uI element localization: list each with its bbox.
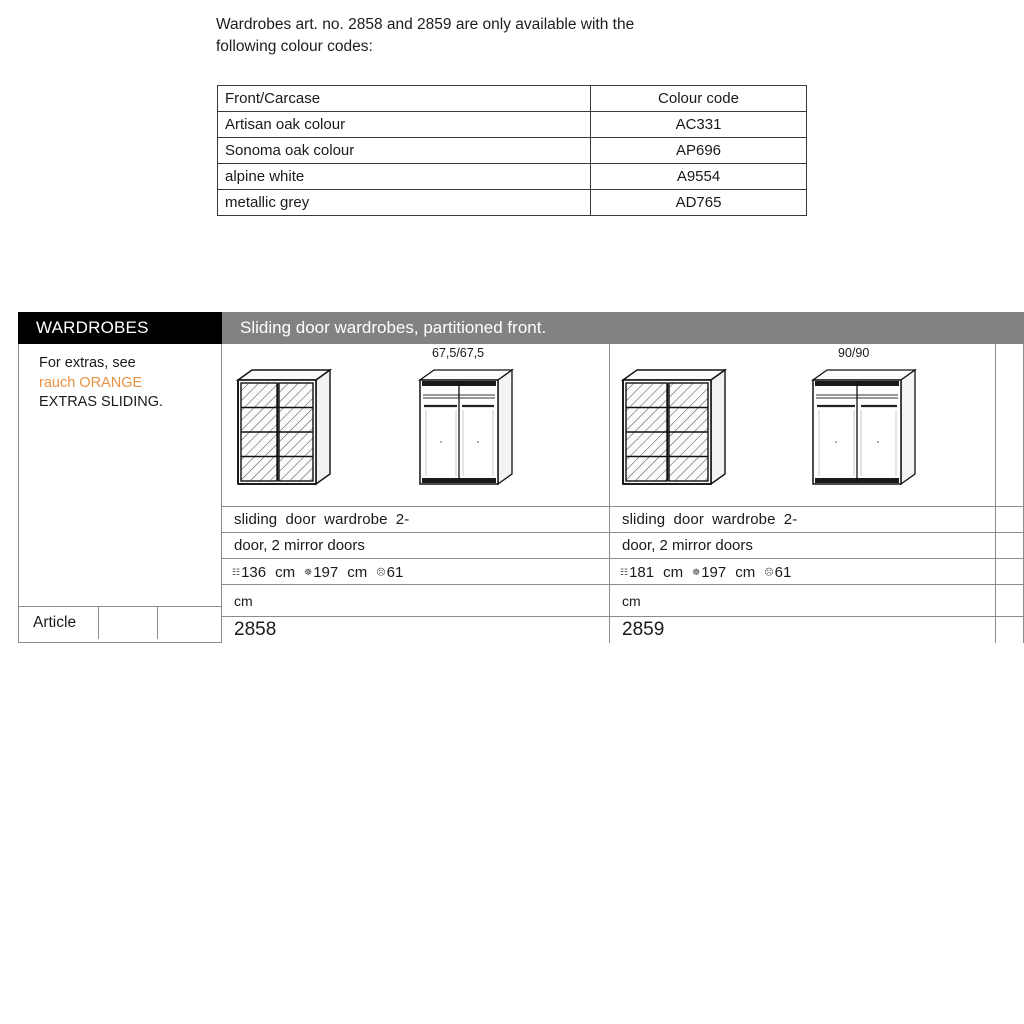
product-column-clipped (996, 344, 1024, 643)
catalogue-header (18, 312, 1024, 344)
side-info-column (19, 344, 222, 643)
extras-note-line-1: For extras, see (39, 355, 136, 371)
product-unit-2858: cm (222, 585, 609, 617)
interior-dimension-label: 90/90 (838, 346, 870, 360)
colour-name: metallic grey (218, 190, 591, 216)
table-row (218, 164, 807, 190)
catalogue-block (18, 312, 1024, 643)
dimension-depth: 61 (774, 564, 792, 581)
table-header-row (218, 86, 807, 112)
clipped-figure-cell (996, 344, 1023, 507)
product-column-2858 (222, 344, 610, 643)
dimension-height-unit: cm (347, 564, 368, 581)
depth-icon: ☹ (764, 567, 774, 577)
intro-paragraph (216, 14, 776, 58)
wardrobe-interior-drawing-2859 (805, 362, 925, 492)
colour-code: AD765 (591, 190, 807, 216)
colour-name: alpine white (218, 164, 591, 190)
wardrobe-interior-drawing-2858 (412, 362, 522, 492)
product-dimensions-2858 (222, 559, 609, 585)
product-description-line-2-2858: door, 2 mirror doors (222, 533, 609, 559)
clipped-desc-2 (996, 533, 1023, 559)
product-figures-2859 (610, 344, 995, 507)
depth-icon: ☹ (376, 567, 386, 577)
category-tag: WARDROBES (18, 312, 222, 344)
height-icon: ☸ (304, 567, 313, 577)
section-title: Sliding door wardrobes, partitioned front. (222, 312, 1024, 344)
colour-name: Sonoma oak colour (218, 138, 591, 164)
colour-code-table (217, 85, 807, 216)
dimension-width-unit: cm (663, 564, 684, 581)
dimension-width: 181 (629, 564, 655, 581)
header-colour-code: Colour code (591, 86, 807, 112)
article-label: Article (19, 607, 99, 639)
extras-note-brand: rauch ORANGE (39, 374, 143, 391)
product-column-2859 (610, 344, 996, 643)
dimension-width: 136 (241, 564, 267, 581)
colour-code: AP696 (591, 138, 807, 164)
intro-line-2: following colour codes: (216, 38, 373, 55)
intro-line-1: Wardrobes art. no. 2858 and 2859 are only available with the (216, 16, 635, 33)
width-icon: ☷ (620, 567, 629, 577)
clipped-unit (996, 585, 1023, 617)
dimension-width-unit: cm (275, 564, 296, 581)
height-icon: ☸ (692, 567, 701, 577)
product-figures-2858 (222, 344, 609, 507)
colour-code: AC331 (591, 112, 807, 138)
clipped-dim (996, 559, 1023, 585)
colour-name: Artisan oak colour (218, 112, 591, 138)
width-icon: ☷ (232, 567, 241, 577)
product-description-line-1-2859: sliding door wardrobe 2- (610, 507, 995, 533)
interior-dimension-label: 67,5/67,5 (432, 346, 485, 360)
wardrobe-closed-drawing-2858 (230, 362, 340, 492)
dimension-depth: 61 (386, 564, 404, 581)
header-front-carcase: Front/Carcase (218, 86, 591, 112)
table-row (218, 190, 807, 216)
product-article-number-2859: 2859 (622, 619, 665, 640)
extras-note (19, 344, 221, 606)
wardrobe-closed-drawing-2859 (615, 362, 735, 492)
dimension-height-unit: cm (735, 564, 756, 581)
table-row (218, 138, 807, 164)
product-unit-2859: cm (610, 585, 995, 617)
clipped-desc-1 (996, 507, 1023, 533)
article-label-row (19, 606, 221, 639)
dimension-height: 197 (313, 564, 339, 581)
product-article-number-2858: 2858 (234, 619, 277, 640)
extras-note-line-3: EXTRAS SLIDING. (39, 394, 164, 410)
table-row (218, 112, 807, 138)
colour-code: A9554 (591, 164, 807, 190)
product-description-line-1-2858: sliding door wardrobe 2- (222, 507, 609, 533)
dimension-height: 197 (701, 564, 727, 581)
product-description-line-2-2859: door, 2 mirror doors (610, 533, 995, 559)
product-dimensions-2859 (610, 559, 995, 585)
catalogue-body (18, 344, 1024, 643)
article-cell-2 (99, 607, 159, 639)
article-cell-3 (158, 607, 221, 639)
